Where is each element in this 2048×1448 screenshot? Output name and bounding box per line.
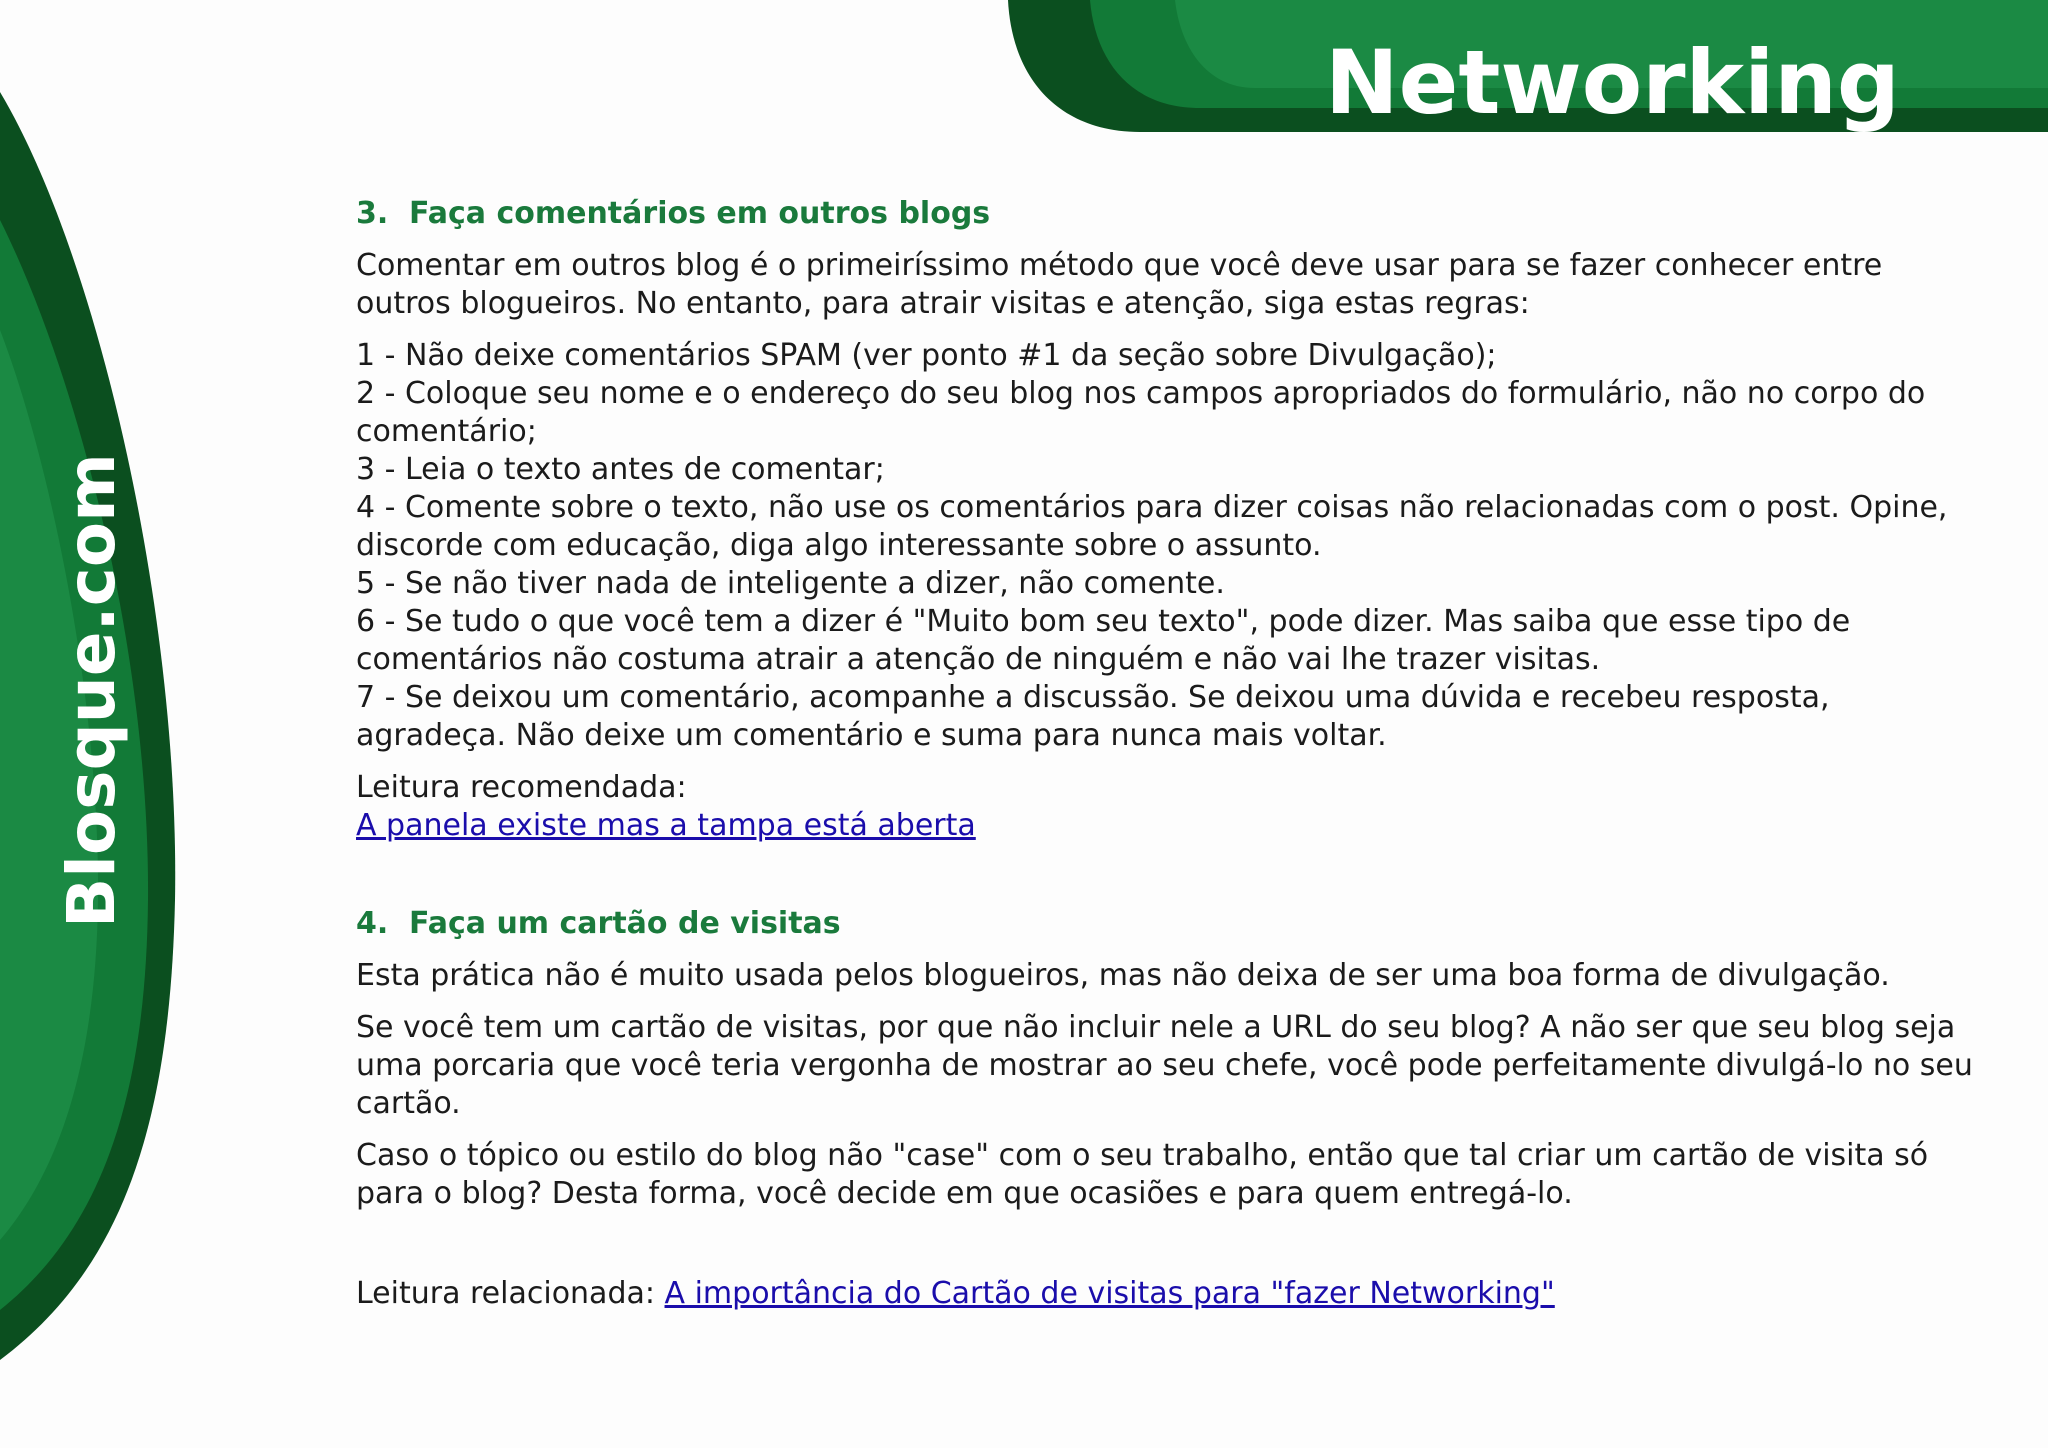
- recommended-reading-link[interactable]: A panela existe mas a tampa está aberta: [356, 808, 976, 843]
- section-heading: [356, 195, 1976, 233]
- related-reading-label: Leitura relacionada:: [356, 1276, 655, 1311]
- section-paragraph: Se você tem um cartão de visitas, por que não incluir nele a URL do seu blog? A não ser que seu blog seja uma porcaria que você teria vergonha de mostrar ao seu chefe, você pode perfeitamente divulgá-lo no seu cartão.: [356, 1010, 1973, 1121]
- sidebar-brand: Blosque.com: [53, 453, 130, 928]
- rule-item: 4 - Comente sobre o texto, não use os comentários para dizer coisas não relacionadas com o post. Opine, discorde com educação, diga algo interessante sobre o assunto.: [356, 490, 1948, 563]
- rule-item: 2 - Coloque seu nome e o endereço do seu blog nos campos apropriados do formulário, não no corpo do comentário;: [356, 376, 1926, 449]
- section-business-card: [356, 905, 1976, 1313]
- main-content: [356, 195, 1976, 1313]
- rule-item: 1 - Não deixe comentários SPAM (ver ponto #1 da seção sobre Divulgação);: [356, 338, 1497, 373]
- header-title: Networking: [1325, 31, 1900, 134]
- related-reading-link[interactable]: A importância do Cartão de visitas para "fazer Networking": [664, 1276, 1555, 1311]
- recommended-reading-label: Leitura recomendada:: [356, 770, 687, 805]
- section-number: 3.: [356, 196, 389, 231]
- section-gap: [356, 845, 1976, 905]
- section-title: Faça comentários em outros blogs: [409, 196, 991, 231]
- rules-list: [356, 337, 1976, 755]
- rule-item: 3 - Leia o texto antes de comentar;: [356, 452, 885, 487]
- section-title: Faça um cartão de visitas: [409, 906, 841, 941]
- section-heading: [356, 905, 1976, 943]
- rule-item: 5 - Se não tiver nada de inteligente a dizer, não comente.: [356, 566, 1225, 601]
- section-paragraph: Esta prática não é muito usada pelos blogueiros, mas não deixa de ser uma boa forma de divulgação.: [356, 958, 1890, 993]
- section-number: 4.: [356, 906, 389, 941]
- section-intro: Comentar em outros blog é o primeiríssimo método que você deve usar para se fazer conhecer entre outros blogueiros. No entanto, para atrair visitas e atenção, siga estas regras:: [356, 248, 1883, 321]
- rule-item: 6 - Se tudo o que você tem a dizer é "Muito bom seu texto", pode dizer. Mas saiba que esse tipo de comentários não costuma atrair a atenção de ninguém e não vai lhe trazer visitas.: [356, 604, 1851, 677]
- related-reading: [356, 1275, 1976, 1313]
- section-comments: [356, 195, 1976, 845]
- recommended-reading: [356, 807, 1976, 845]
- rule-item: 7 - Se deixou um comentário, acompanhe a discussão. Se deixou uma dúvida e recebeu resposta, agradeça. Não deixe um comentário e suma para nunca mais voltar.: [356, 680, 1830, 753]
- section-paragraph: Caso o tópico ou estilo do blog não "case" com o seu trabalho, então que tal criar um cartão de visita só para o blog? Desta forma, você decide em que ocasiões e para quem entregá-lo.: [356, 1138, 1929, 1211]
- paragraph-gap: [356, 1227, 1976, 1275]
